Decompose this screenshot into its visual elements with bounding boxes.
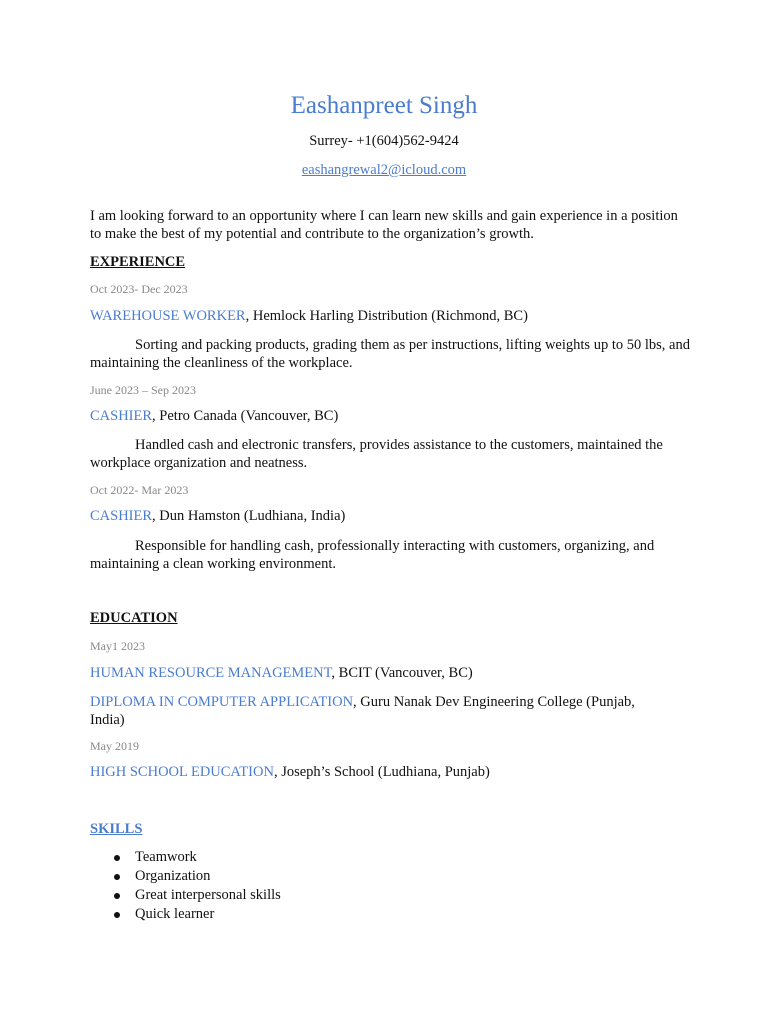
- job-role: WAREHOUSE WORKER: [90, 308, 246, 324]
- skill-item: Teamwork: [112, 848, 281, 867]
- job-description: Responsible for handling cash, professionally interacting with customers, organizing, and maintaining a clean working environment.: [90, 538, 655, 572]
- skills-list: [112, 848, 281, 924]
- job-description: Handled cash and electronic transfers, provides assistance to the customers, maintained the workplace organization and neatness.: [90, 437, 663, 471]
- education-date: May 2019: [90, 739, 139, 753]
- education-program: DIPLOMA IN COMPUTER APPLICATION: [90, 694, 354, 710]
- education-program: HUMAN RESOURCE MANAGEMENT: [90, 665, 332, 681]
- skill-item: Great interpersonal skills: [112, 886, 281, 905]
- education-program: HIGH SCHOOL EDUCATION: [90, 764, 274, 780]
- job-employer: , Hemlock Harling Distribution (Richmond, BC): [245, 308, 528, 324]
- skill-item: Quick learner: [112, 905, 281, 924]
- job-employer: , Petro Canada (Vancouver, BC): [152, 408, 339, 424]
- job-employer: , Dun Hamston (Ludhiana, India): [152, 508, 346, 524]
- job-date: Oct 2022- Mar 2023: [90, 483, 189, 497]
- experience-heading: EXPERIENCE: [90, 254, 186, 270]
- education-school: , Joseph’s School (Ludhiana, Punjab): [273, 764, 490, 780]
- objective-summary: I am looking forward to an opportunity where I can learn new skills and gain experience in a position to make the best of my potential and contribute to the organization’s growth.: [90, 208, 678, 242]
- job-title-line: [90, 308, 528, 325]
- job-title-line: [90, 408, 338, 425]
- education-entry: [90, 693, 670, 729]
- education-entry: [90, 764, 490, 781]
- job-role: CASHIER: [90, 408, 153, 424]
- email-link[interactable]: eashangrewal2@icloud.com: [301, 162, 467, 178]
- job-title-line: [90, 508, 345, 525]
- education-school: , BCIT (Vancouver, BC): [331, 665, 473, 681]
- education-heading: EDUCATION: [90, 610, 178, 626]
- job-date: Oct 2023- Dec 2023: [90, 282, 188, 296]
- skills-heading: SKILLS: [90, 821, 143, 837]
- education-date: May1 2023: [90, 639, 145, 653]
- job-role: CASHIER: [90, 508, 153, 524]
- job-date: June 2023 – Sep 2023: [90, 383, 196, 397]
- job-description: Sorting and packing products, grading them as per instructions, lifting weights up to 50 lbs, and maintaining the cleanliness of the workplace.: [90, 337, 690, 371]
- education-school: , Guru Nanak Dev Engineering College (Punjab, India): [90, 694, 635, 728]
- contact-line: Surrey- +1(604)562-9424: [309, 133, 459, 149]
- skill-item: Organization: [112, 867, 281, 886]
- education-entry: [90, 665, 473, 682]
- email-line: [0, 162, 768, 179]
- candidate-name: Eashanpreet Singh: [290, 92, 478, 119]
